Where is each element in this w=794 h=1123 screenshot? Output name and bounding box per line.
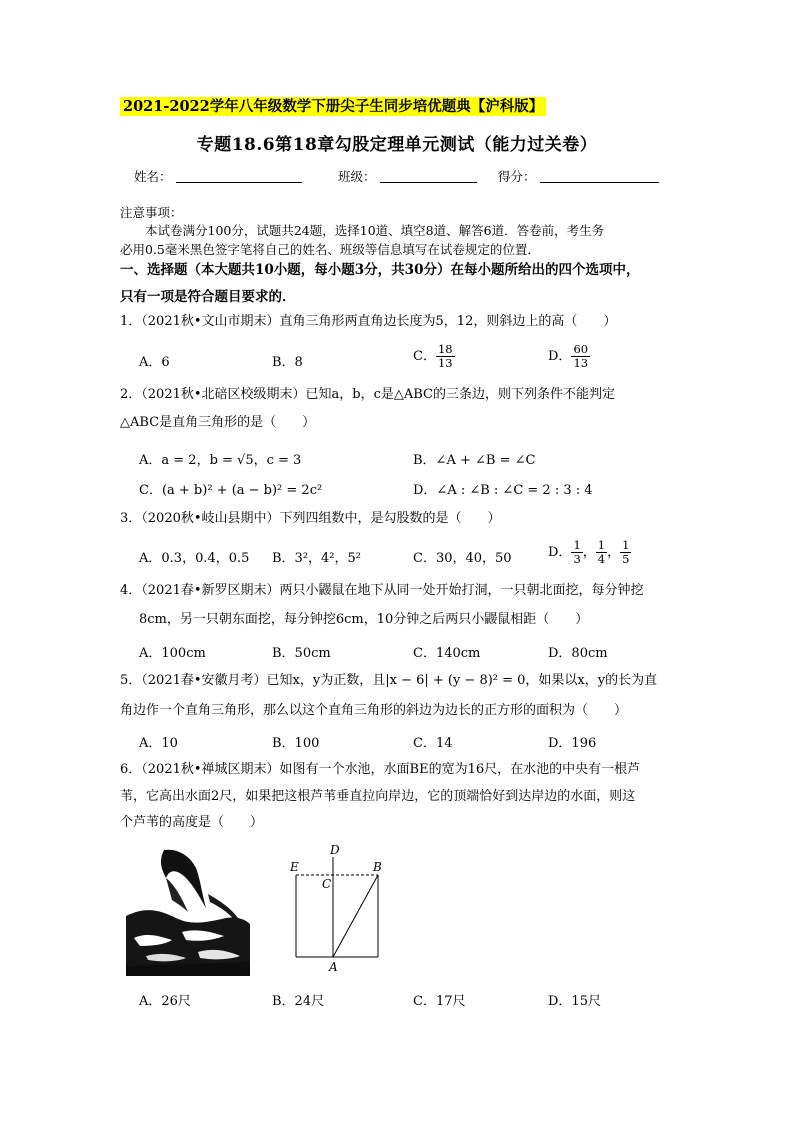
numerator: 1 — [597, 538, 606, 552]
option-d-prefix: D． — [548, 545, 572, 560]
question-5-stem-line-2: 角边作一个直角三角形，那么以这个直角三角形的斜边为边长的正方形的面积为（ ） — [120, 703, 628, 718]
point-label-c: C — [322, 877, 332, 891]
question-5-option-c: C．14 — [413, 736, 453, 751]
question-1-option-a: A．6 — [139, 355, 170, 370]
question-6-stem-line-3: 个芦苇的高度是（ ） — [120, 815, 264, 830]
section-heading-line-1: 一、选择题（本大题共10小题，每小题3分，共30分）在每小题所给出的四个选项中， — [120, 262, 640, 278]
question-4-option-b: B．50cm — [272, 646, 331, 661]
fraction — [596, 539, 607, 566]
question-6-option-d: D．15尺 — [548, 994, 601, 1009]
question-4-option-c: C．140cm — [413, 646, 481, 661]
denominator: 4 — [597, 552, 606, 566]
denominator: 5 — [622, 552, 630, 566]
numerator: 18 — [437, 342, 453, 356]
question-3-option-c: C．30，40，50 — [413, 551, 512, 566]
notice-line-1: 本试卷满分100分，试题共24题，选择10道、填空8道、解答6道．答卷前，考生务 — [145, 223, 605, 238]
point-label-e: E — [290, 860, 299, 874]
book-series-banner: 2021-2022学年八年级数学下册尖子生同步培优题典【沪科版】 — [120, 97, 546, 116]
question-4-stem-line-2: 8cm，另一只朝东面挖，每分钟挖6cm，10分钟之后两只小鼹鼠相距（ ） — [139, 612, 589, 627]
question-6-option-b: B．24尺 — [272, 994, 325, 1009]
question-5-option-b: B．100 — [272, 736, 320, 751]
question-3-option-d — [548, 539, 631, 566]
question-6-option-a: A．26尺 — [139, 994, 191, 1009]
question-1-option-c — [413, 343, 455, 370]
numerator: 1 — [622, 538, 630, 552]
option-c-prefix: C． — [413, 349, 436, 364]
fraction — [436, 343, 455, 370]
question-6-option-c: C．17尺 — [413, 994, 466, 1009]
question-6-stem-line-1: 6．（2021秋•禅城区期末）如图有一个水池，水面BE的宽为16尺，在水池的中央有一根芦 — [120, 762, 641, 777]
point-label-b: B — [373, 860, 382, 874]
point-label-a: A — [329, 960, 338, 973]
question-4-stem-line-1: 4．（2021春•新罗区期末）两只小鼹鼠在地下从同一处开始打洞，一只朝北面挖，每分钟挖 — [120, 583, 644, 598]
numerator: 60 — [573, 342, 589, 356]
question-2-option-a: A．a = 2，b = √5，c = 3 — [139, 453, 302, 468]
name-label: 姓名： — [134, 169, 172, 184]
question-2-stem-line-1: 2．（2021秋•北碚区校级期末）已知a，b，c是△ABC的三条边，则下列条件不能判定 — [120, 387, 616, 402]
denominator: 13 — [437, 356, 453, 370]
question-4-option-d: D．80cm — [548, 646, 608, 661]
question-2-option-c: C．(a + b)² + (a − b)² = 2c² — [139, 483, 323, 498]
denominator: 13 — [573, 356, 589, 370]
fraction — [620, 539, 631, 566]
name-blank — [176, 182, 302, 183]
question-2-option-d: D．∠A : ∠B : ∠C = 2 : 3 : 4 — [413, 483, 593, 498]
class-blank — [380, 182, 477, 183]
fraction — [571, 539, 582, 566]
question-5-option-d: D．196 — [548, 736, 597, 751]
question-3-stem: 3．（2020秋•岐山县期中）下列四组数中，是勾股数的是（ ） — [120, 511, 501, 526]
class-label: 班级： — [338, 169, 376, 184]
question-1-option-b: B．8 — [272, 355, 303, 370]
fraction — [571, 343, 590, 370]
question-2-option-b: B．∠A + ∠B = ∠C — [413, 453, 536, 468]
page-title: 专题18.6第18章勾股定理单元测试（能力过关卷） — [196, 135, 598, 155]
denominator: 3 — [573, 552, 581, 566]
question-3-option-b: B．3²，4²，5² — [272, 551, 362, 566]
question-5-option-a: A．10 — [139, 736, 178, 751]
question-5-stem-line-1: 5．（2021春•安徽月考）已知x，y为正数，且|x − 6| + (y − 8)² = 0，如果以x，y的长为直 — [120, 673, 658, 688]
section-heading-line-2: 只有一项是符合题目要求的． — [120, 289, 296, 305]
pond-reed-diagram — [288, 843, 398, 973]
score-label: 得分： — [498, 169, 536, 184]
question-2-stem-line-2: △ABC是直角三角形的是（ ） — [120, 415, 316, 430]
separator: ， — [607, 545, 621, 560]
reed-pulled-line — [333, 875, 378, 957]
score-blank — [540, 182, 659, 183]
reed-pond-image — [126, 848, 250, 976]
question-1-option-d — [548, 343, 590, 370]
separator: ， — [582, 545, 596, 560]
notice-heading: 注意事项： — [120, 205, 183, 220]
notice-line-2: 必用0.5毫米黑色签字笔将自己的姓名、班级等信息填写在试卷规定的位置． — [120, 242, 540, 257]
option-d-prefix: D． — [548, 349, 572, 364]
question-1-stem: 1．（2021秋•文山市期末）直角三角形两直角边长度为5，12，则斜边上的高（ ） — [120, 314, 617, 329]
question-3-option-a: A．0.3，0.4，0.5 — [139, 551, 250, 566]
question-4-option-a: A．100cm — [139, 646, 206, 661]
point-label-d: D — [330, 843, 340, 857]
question-6-stem-line-2: 苇，它高出水面2尺，如果把这根芦苇垂直拉向岸边，它的顶端恰好到达岸边的水面，则这 — [120, 789, 636, 804]
numerator: 1 — [573, 538, 581, 552]
